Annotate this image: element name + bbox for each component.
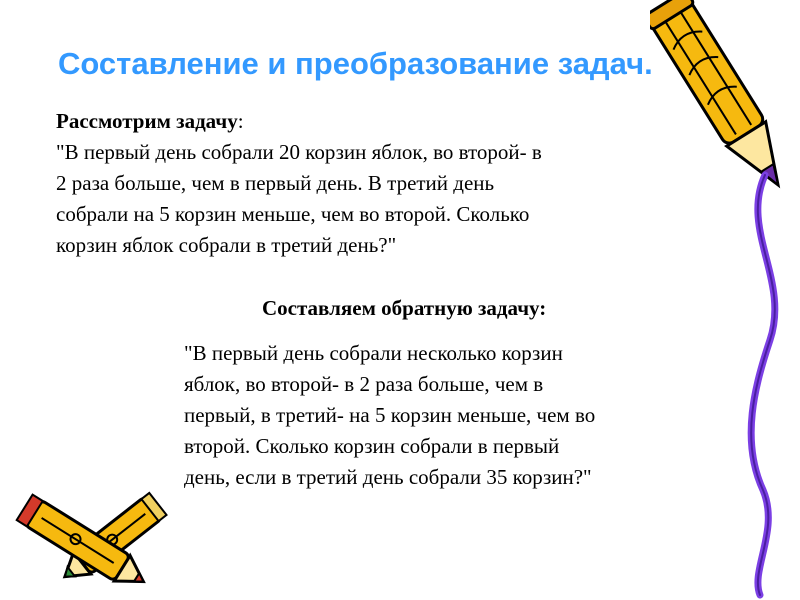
problem-lead-colon: : (237, 109, 244, 133)
inverse-heading: Составляем обратную задачу: (262, 296, 547, 320)
problem-intro (56, 106, 716, 137)
crayon-icon (5, 480, 180, 600)
problem-block (56, 106, 716, 261)
inverse-line: второй. Сколько корзин собрали в первый (184, 434, 560, 458)
inverse-line: день, если в третий день собрали 35 корзин?" (184, 465, 592, 489)
slide-title: Составление и преобразование задач. (58, 46, 653, 81)
problem-line: "В первый день собрали 20 корзин яблок, во второй- в (56, 140, 542, 164)
problem-line: корзин яблок собрали в третий день?" (56, 233, 397, 257)
ribbon-decoration (735, 170, 800, 600)
problem-line: 2 раза больше, чем в первый день. В третий день (56, 171, 495, 195)
inverse-line: "В первый день собрали несколько корзин (184, 341, 563, 365)
problem-lead: Рассмотрим задачу (56, 109, 238, 133)
problem-line: собрали на 5 корзин меньше, чем во второй. Сколько (56, 202, 530, 226)
inverse-block (184, 338, 754, 493)
inverse-line: яблок, во второй- в 2 раза больше, чем в (184, 372, 544, 396)
inverse-line: первый, в третий- на 5 корзин меньше, чем во (184, 403, 596, 427)
